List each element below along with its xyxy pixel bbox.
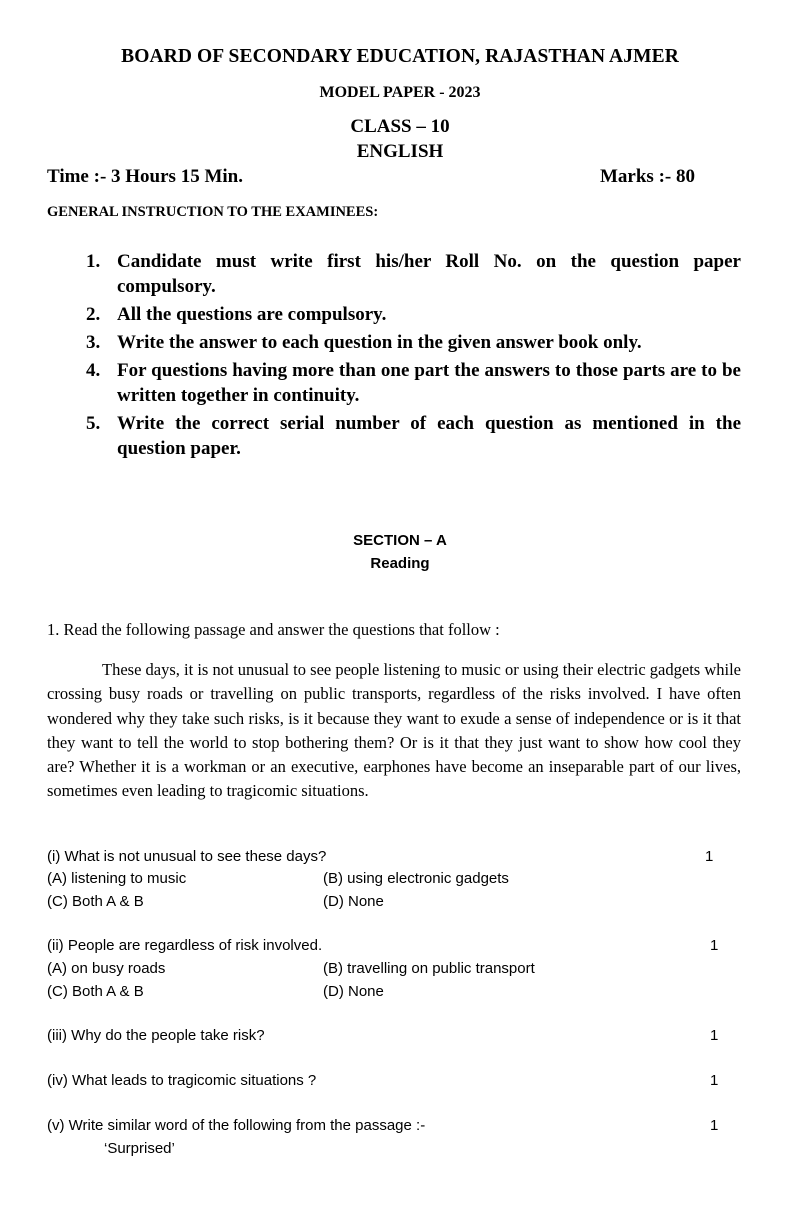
option-b: (B) using electronic gadgets [323,870,509,887]
section-title: SECTION – A [353,532,447,549]
option-d: (D) None [323,983,384,1000]
model-paper-title: MODEL PAPER - 2023 [319,84,481,101]
instruction-number: 1. [86,251,101,272]
option-b: (B) travelling on public transport [323,960,535,977]
instruction-text: All the questions are compulsory. [117,304,387,325]
subject-title: ENGLISH [356,141,444,162]
question-mark: 1 [710,937,719,954]
instruction-list [86,249,741,464]
question-mark: 1 [710,1027,719,1044]
instruction-item [86,358,741,408]
time-duration: Time :- 3 Hours 15 Min. [47,166,243,187]
reading-passage: These days, it is not unusual to see people listening to music or using their electric gadgets while crossing busy roads or travelling on public transports, regardless of the risks involved. I have often wondered why they take such risks, is it because they want to exude a sense of independence or is it that they want to tell the world to stop bothering them? Or is it that they just want to show how cool they are? Whether it is a workman or an executive, earphones have become an inseparable part of our lives, sometimes even leading to tragicomic situations. [47,660,741,801]
instruction-item [86,249,741,299]
question-mark: 1 [710,1072,719,1089]
instruction-item [86,330,741,355]
target-word: ‘Surprised’ [104,1140,175,1157]
sub-question-label: (i) What is not unusual to see these days? [47,848,327,865]
sub-question-label: (v) Write similar word of the following from the passage :- [47,1117,426,1134]
general-instruction-heading: GENERAL INSTRUCTION TO THE EXAMINEES: [47,204,379,220]
question-prompt: 1. Read the following passage and answer the questions that follow : [47,620,500,639]
sub-question-label: (iv) What leads to tragicomic situations ? [47,1072,317,1089]
option-c: (C) Both A & B [47,893,144,910]
question-mark: 1 [710,1117,719,1134]
sub-question-label: (ii) People are regardless of risk involved. [47,937,323,954]
instruction-number: 3. [86,332,101,353]
option-a: (A) on busy roads [47,960,166,977]
instruction-number: 4. [86,360,101,381]
instruction-item [86,411,741,461]
class-title: CLASS – 10 [350,116,450,137]
board-title: BOARD OF SECONDARY EDUCATION, RAJASTHAN AJMER [121,46,679,67]
instruction-text: Write the answer to each question in the given answer book only. [117,332,642,353]
option-d: (D) None [323,893,384,910]
section-subtitle: Reading [370,555,430,572]
option-a: (A) listening to music [47,870,187,887]
total-marks: Marks :- 80 [600,166,695,187]
question-mark: 1 [705,848,714,865]
instruction-number: 5. [86,413,101,434]
instruction-text: For questions having more than one part the answers to those parts are to be written together in continuity. [117,360,741,406]
instruction-number: 2. [86,304,101,325]
option-c: (C) Both A & B [47,983,144,1000]
instruction-text: Write the correct serial number of each question as mentioned in the question paper. [117,413,741,459]
instruction-item [86,302,741,327]
instruction-text: Candidate must write first his/her Roll No. on the question paper compulsory. [117,251,741,297]
sub-question-label: (iii) Why do the people take risk? [47,1027,265,1044]
